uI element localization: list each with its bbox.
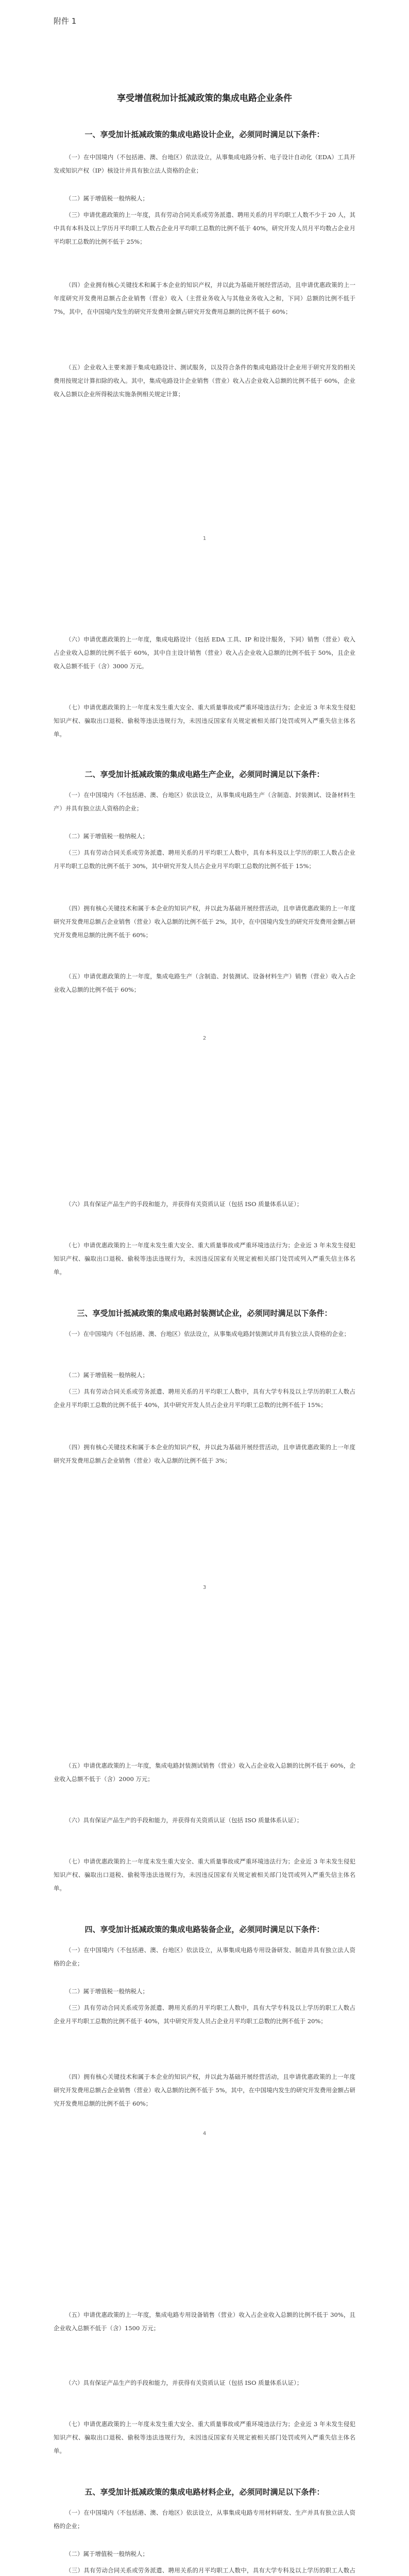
paragraph: （六）申请优惠政策的上一年度，集成电路设计（包括 EDA 工具、IP 和设计服务，下同）销售（营业）收入占企业收入总额的比例不低于 60%，其中自主设计销售（营业）收入占企业收入总额的比例不低于 50%，且企业收入总额不低于（含）3000 万元。	[54, 636, 355, 670]
section-heading: 一、享受加计抵减政策的集成电路设计企业，必须同时满足以下条件：	[84, 130, 325, 139]
paragraph: （五）申请优惠政策的上一年度，集成电路专用设备销售（营业）收入占企业收入总额的比例不低于 30%，且企业收入总额不低于（含）1500 万元；	[54, 2311, 355, 2332]
section-heading: 三、享受加计抵减政策的集成电路封装测试企业，必须同时满足以下条件：	[77, 1309, 332, 1318]
paragraph: （二）属于增值税一般纳税人；	[65, 1371, 148, 1379]
paragraph: （二）属于增值税一般纳税人；	[65, 833, 148, 840]
paragraph: （六）具有保证产品生产的手段和能力，并获得有关资质认证（包括 ISO 质量体系认证）；	[65, 1817, 303, 1824]
document-title: 享受增值税加计抵减政策的集成电路企业条件	[117, 93, 292, 104]
paragraph: （二）属于增值税一般纳税人；	[65, 1988, 148, 1995]
attachment-label: 附件 1	[54, 16, 77, 26]
page-number: 3	[202, 1585, 207, 1590]
paragraph: （七）申请优惠政策的上一年度未发生重大安全、重大质量事故或严重环境违法行为；企业近 3 年未发生侵犯知识产权、骗取出口退税、偷税等违法违规行为，未因违反国家有关规定被相关部门处罚或列入严重失信主体名单。	[54, 1858, 355, 1892]
section-heading: 二、享受加计抵减政策的集成电路生产企业，必须同时满足以下条件：	[84, 770, 325, 779]
paragraph: （一）在中国境内（不包括港、澳、台地区）依法设立，从事集成电路封装测试并具有独立法人资格的企业；	[65, 1330, 350, 1337]
page-number: 2	[202, 1036, 207, 1041]
paragraph: （五）申请优惠政策的上一年度，集成电路生产（含制造、封装测试、设备材料生产）销售（营业）收入占企业收入总额的比例不低于 60%；	[54, 973, 355, 993]
paragraph: （一）在中国境内（不包括港、澳、台地区）依法设立，从事集成电路专用材料研发、生产并具有独立法人资格的企业；	[54, 2509, 355, 2530]
paragraph: （五）企业收入主要来源于集成电路设计、测试服务，以及符合条件的集成电路设计企业用于研究开发的相关费用按规定计算扣除的收入。其中，集成电路设计企业销售（营业）收入占企业收入总额的比例不低于 60%，企业收入总额以企业所得税法实施条例相关规定计算；	[54, 364, 355, 398]
paragraph: （三）具有劳动合同关系或劳务派遣、聘用关系的月平均职工人数中，具有大学专科及以上学历的职工人数占企业月平均职工总数的比例不低于 40%，其中研究开发人员占企业月平均职工总数的比例不低于 15%；	[54, 1388, 355, 1409]
paragraph: （五）申请优惠政策的上一年度，集成电路封装测试销售（营业）收入占企业收入总额的比例不低于 60%，企业收入总额不低于（含）2000 万元；	[54, 1762, 355, 1783]
paragraph: （二）属于增值税一般纳税人；	[65, 195, 148, 202]
section-heading: 五、享受加计抵减政策的集成电路材料企业，必须同时满足以下条件：	[84, 2487, 325, 2497]
paragraph: （三）具有劳动合同关系或劳务派遣、聘用关系的月平均职工人数中，具有大学专科及以上学历的职工人数占	[65, 2567, 355, 2574]
paragraph: （四）企业拥有核心关键技术和属于本企业的知识产权，并以此为基础开展经营活动，且申请优惠政策的上一年度研究开发费用总额占企业销售（营业）收入（主营业务收入与其他业务收入之和，下同）总额的比例不低于 7%，其中，在中国境内发生的研究开发费用金额占研究开发费用总额的比例不低于 60%；	[54, 281, 355, 315]
paragraph: （三）申请优惠政策的上一年度，具有劳动合同关系或劳务派遣、聘用关系的月平均职工人数不少于 20 人，其中具有本科及以上学历月平均职工人数占企业月平均职工总数的比例不低于 40%，研究开发人员月平均数占企业月平均职工总数的比例不低于 25%；	[54, 211, 355, 245]
paragraph: （七）申请优惠政策的上一年度未发生重大安全、重大质量事故或严重环境违法行为；企业近 3 年未发生侵犯知识产权、骗取出口退税、偷税等违法违规行为，未因违反国家有关规定被相关部门处罚或列入严重失信主体名单。	[54, 1242, 355, 1276]
paragraph: （七）申请优惠政策的上一年度未发生重大安全、重大质量事故或严重环境违法行为；企业近 3 年未发生侵犯知识产权、骗取出口退税、偷税等违法违规行为，未因违反国家有关规定被相关部门处罚或列入严重失信主体名单。	[54, 704, 355, 738]
paragraph: （四）拥有核心关键技术和属于本企业的知识产权，并以此为基础开展经营活动，且申请优惠政策的上一年度研究开发费用总额占企业销售（营业）收入总额的比例不低于 3%；	[54, 1444, 355, 1464]
paragraph: （二）属于增值税一般纳税人；	[65, 2550, 148, 2557]
paragraph: （一）在中国境内（不包括港、澳、台地区）依法设立，从事集成电路生产（含制造、封装测试、设备材料生产）并具有独立法人资格的企业；	[54, 791, 355, 812]
page-number: 4	[202, 2131, 207, 2137]
paragraph: （七）申请优惠政策的上一年度未发生重大安全、重大质量事故或严重环境违法行为；企业近 3 年未发生侵犯知识产权、骗取出口退税、偷税等违法违规行为，未因违反国家有关规定被相关部门处罚或列入严重失信主体名单。	[54, 2420, 355, 2454]
paragraph: （六）具有保证产品生产的手段和能力，并获得有关资质认证（包括 ISO 质量体系认证）；	[65, 2379, 303, 2386]
page-number: 1	[202, 536, 207, 541]
paragraph: （三）具有劳动合同关系或劳务派遣、聘用关系的月平均职工人数中，具有本科及以上学历的职工人数占企业月平均职工总数的比例不低于 30%，其中研究开发人员占企业月平均职工总数的比例不低于 15%；	[54, 849, 355, 870]
paragraph: （四）拥有核心关键技术和属于本企业的知识产权，并以此为基础开展经营活动，且申请优惠政策的上一年度研究开发费用总额占企业销售（营业）收入总额的比例不低于 2%，其中，在中国境内发生的研究开发费用金额占研究开发费用总额的比例不低于 60%；	[54, 905, 355, 939]
paragraph: （一）在中国境内（不包括港、澳、台地区）依法设立，从事集成电路分析、电子设计自动化（EDA）工具开发或知识产权（IP）核设计并具有独立法人资格的企业；	[54, 154, 355, 174]
section-heading: 四、享受加计抵减政策的集成电路装备企业，必须同时满足以下条件：	[84, 1925, 325, 1934]
paragraph: （一）在中国境内（不包括港、澳、台地区）依法设立，从事集成电路专用设备研发、制造并具有独立法人资格的企业；	[54, 1946, 355, 1967]
paragraph: （六）具有保证产品生产的手段和能力，并获得有关资质认证（包括 ISO 质量体系认证）；	[65, 1200, 303, 1208]
paragraph: （四）拥有核心关键技术和属于本企业的知识产权，并以此为基础开展经营活动，且申请优惠政策的上一年度研究开发费用总额占企业销售（营业）收入总额的比例不低于 5%，其中，在中国境内发生的研究开发费用金额占研究开发费用总额的比例不低于 60%；	[54, 2073, 355, 2107]
paragraph: （三）具有劳动合同关系或劳务派遣、聘用关系的月平均职工人数中，具有大学专科及以上学历的职工人数占企业月平均职工总数的比例不低于 40%，其中研究开发人员占企业月平均职工总数的比例不低于 20%；	[54, 2004, 355, 2025]
